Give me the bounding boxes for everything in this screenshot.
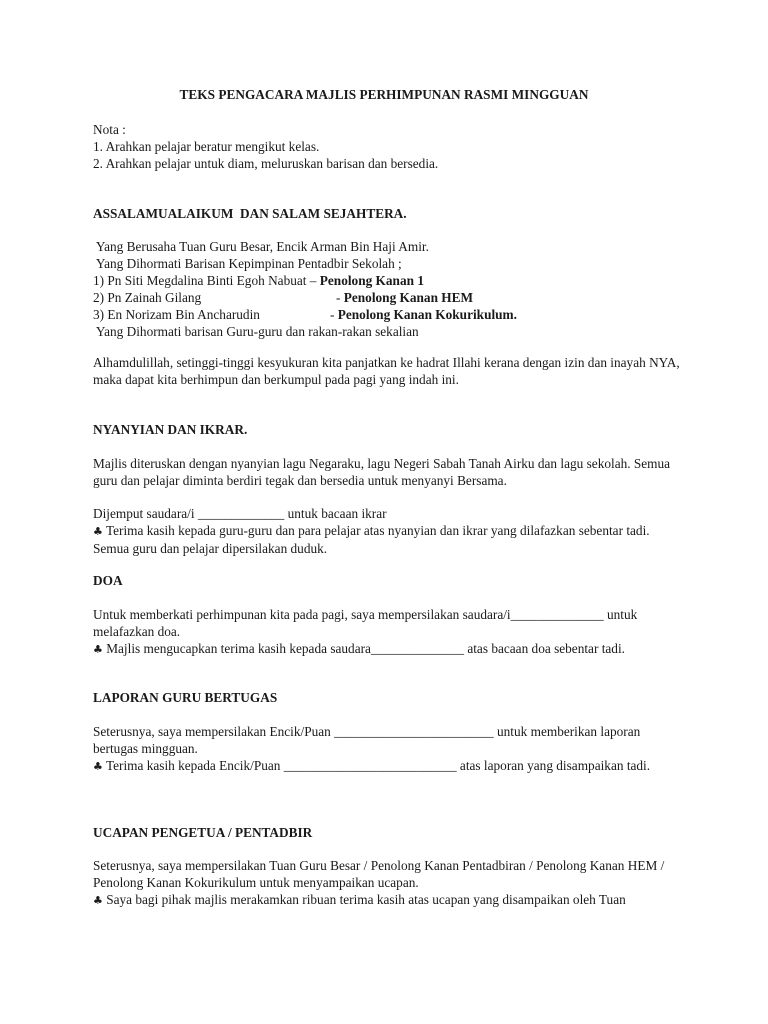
nyanyian-thanks-text: Terima kasih kepada guru-guru dan para pelajar atas nyanyian dan ikrar yang dilafazkan sebentar tadi. Semua guru dan pelajar dipersilakan duduk. [93, 523, 650, 556]
nota-label: Nota : [93, 122, 126, 137]
officer-name: 3) En Norizam Bin Ancharudin [93, 307, 260, 322]
doa-thanks [93, 640, 683, 658]
salutation-line: Yang Dihormati Barisan Kepimpinan Pentadbir Sekolah ; [93, 256, 402, 271]
salutation-line: Yang Berusaha Tuan Guru Besar, Encik Arman Bin Haji Amir. [93, 239, 429, 254]
officer-role: Penolong Kanan HEM [343, 290, 474, 305]
nota-item-1: 1. Arahkan pelajar beratur mengikut kelas. [93, 139, 320, 154]
intro-paragraph: Alhamdulillah, setinggi-tinggi kesyukuran kita panjatkan ke hadrat Illahi kerana dengan izin dan inayah NYA, maka dapat kita berhimpun dan berkumpul pada pagi yang indah ini. [93, 355, 680, 387]
officer-row [93, 272, 683, 289]
doa-paragraph: Untuk memberkati perhimpunan kita pada pagi, saya mempersilakan saudara/i______________ untuk melafazkan doa. [93, 607, 638, 639]
officer-separator: - [336, 290, 344, 305]
laporan-thanks-text: Terima kasih kepada Encik/Puan __________________________ atas laporan yang disampaikan tadi. [102, 758, 651, 773]
ucapan-paragraph: Seterusnya, saya mempersilakan Tuan Guru Besar / Penolong Kanan Pentadbiran / Penolong Kanan HEM / Penolong Kanan Kokurikulum untuk menyampaikan ucapan. [93, 858, 665, 890]
officer-row [93, 306, 683, 323]
section-heading-laporan: LAPORAN GURU BERTUGAS [93, 690, 278, 705]
club-bullet-icon: ♣ [93, 760, 103, 773]
nota-block [93, 121, 683, 172]
club-bullet-icon: ♣ [93, 525, 103, 538]
section-heading-nyanyian: NYANYIAN DAN IKRAR. [93, 422, 248, 437]
ucapan-thanks-text: Saya bagi pihak majlis merakamkan ribuan terima kasih atas ucapan yang disampaikan oleh Tuan [102, 892, 626, 907]
nyanyian-thanks [93, 522, 683, 557]
officer-separator: – [306, 273, 320, 288]
officer-role: Penolong Kanan Kokurikulum. [337, 307, 517, 322]
ucapan-thanks [93, 891, 683, 909]
club-bullet-icon: ♣ [93, 643, 103, 656]
doa-thanks-text: Majlis mengucapkan terima kasih kepada saudara______________ atas bacaan doa sebentar tadi. [102, 641, 625, 656]
officer-separator: - [330, 307, 338, 322]
officer-role: Penolong Kanan 1 [319, 273, 424, 288]
laporan-paragraph: Seterusnya, saya mempersilakan Encik/Puan ________________________ untuk memberikan laporan bertugas mingguan. [93, 724, 641, 756]
section-heading-doa: DOA [93, 573, 123, 588]
nyanyian-ikrar-line: Dijemput saudara/i _____________ untuk bacaan ikrar [93, 506, 387, 521]
nota-item-2: 2. Arahkan pelajar untuk diam, meluruskan barisan dan bersedia. [93, 156, 439, 171]
document-title: TEKS PENGACARA MAJLIS PERHIMPUNAN RASMI MINGGUAN [179, 87, 589, 102]
officer-name: 2) Pn Zainah Gilang [93, 290, 202, 305]
salutation-line: Yang Dihormati barisan Guru-guru dan rakan-rakan sekalian [93, 324, 419, 339]
club-bullet-icon: ♣ [93, 894, 103, 907]
officer-row [93, 289, 683, 306]
greeting-heading: ASSALAMUALAIKUM DAN SALAM SEJAHTERA. [93, 206, 407, 221]
officer-name: 1) Pn Siti Megdalina Binti Egoh Nabuat [93, 273, 307, 288]
section-heading-ucapan: UCAPAN PENGETUA / PENTADBIR [93, 825, 313, 840]
laporan-thanks [93, 757, 683, 775]
nyanyian-paragraph: Majlis diteruskan dengan nyanyian lagu Negaraku, lagu Negeri Sabah Tanah Airku dan lagu sekolah. Semua guru dan pelajar diminta berdiri tegak dan bersedia untuk menyanyi Bersama. [93, 456, 671, 488]
salutation-block [93, 238, 683, 340]
